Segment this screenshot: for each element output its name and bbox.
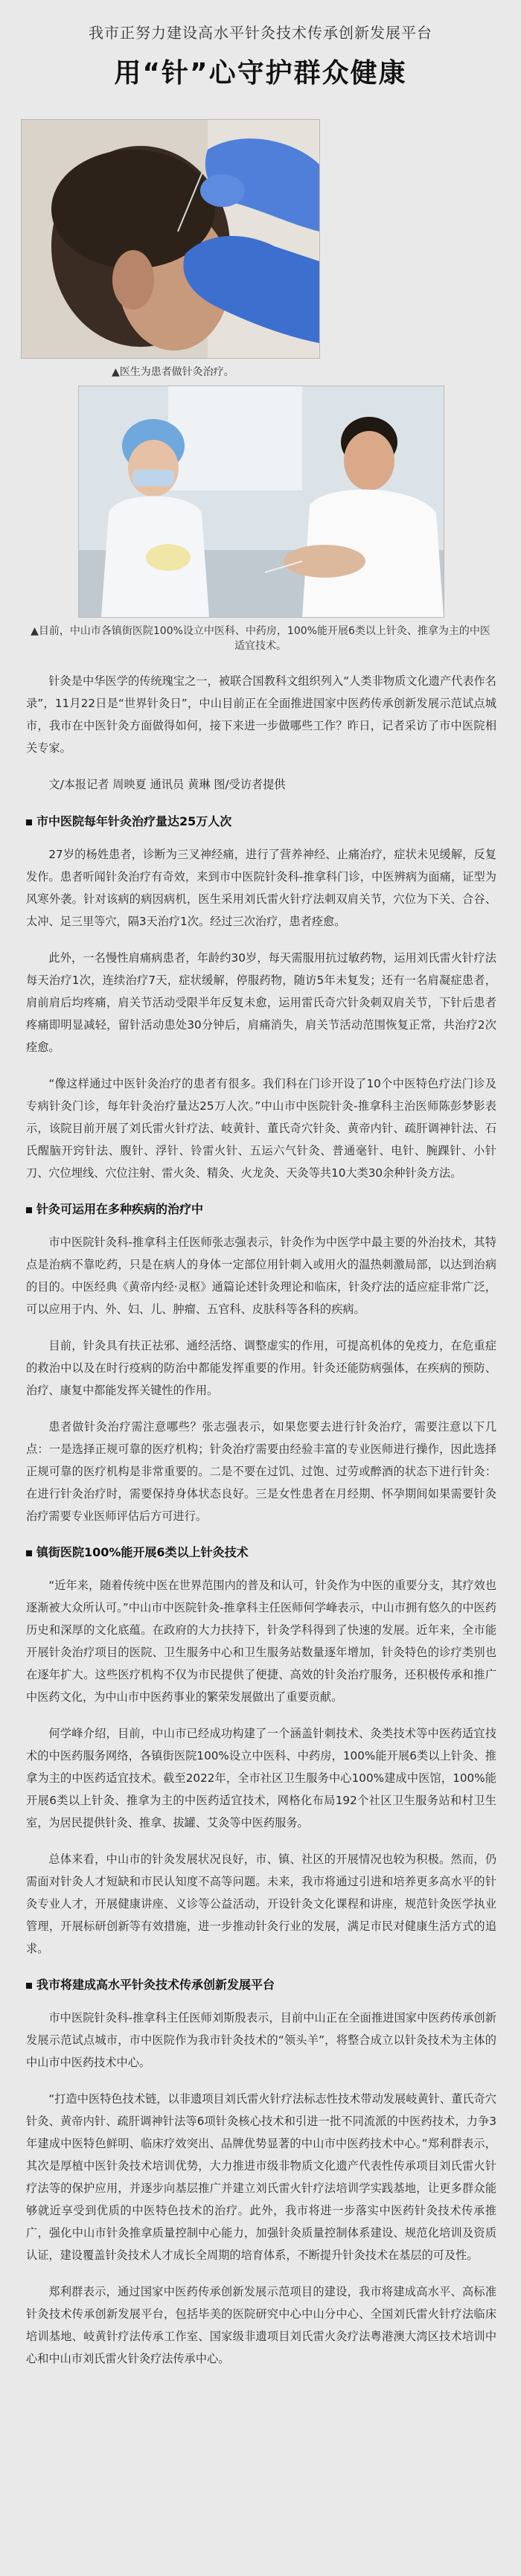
kicker-headline: 我市正努力建设高水平针灸技术传承创新发展平台 xyxy=(89,24,432,42)
paragraph: 患者做针灸治疗需注意哪些？张志强表示，如果您要去进行针灸治疗，需要注意以下几点：一是选择正规可靠的医疗机构；针灸治疗需要由经验丰富的专业医师进行操作，因此选择正规可靠的医疗机构是非常重要的。二是不要在过饥、过饱、过劳或醉酒的状态下进行针灸：在进行针灸治疗时，需要保持身体状态良好。三是女性患者在月经期、怀孕期间如果需要针灸治疗需要专业医师评估后方可进行。 xyxy=(26,1420,496,1523)
paragraph: 目前，针灸具有扶正祛邪、通经活络、调整虚实的作用，可提高机体的免疫力，在危重症的救治中以及在时行疫病的防治中都能发挥重要的作用。针灸还能防病强体，在疾病的预防、治疗、康复中都能发挥关键性的作用。 xyxy=(26,1339,496,1397)
acupuncture-photo-illustration xyxy=(22,120,319,358)
paragraph: “打造中医特色技术链，以非遗项目刘氏雷火针疗法标志性技术带动发展岐黄针、董氏奇穴针灸、黄帝内针、疏肝调神针法等6项针灸核心技术和引进一批不同流派的中医药技术，力争3年建成中医特色鲜明、临床疗效突出、品牌优势显著的中山市中医药技术中心。”郑利群表示，其次是厚植中医针灸技术培训优势，大力推进市级非物质文化遗产代表性传承项目刘氏雷火针疗法等的保护应用，并逐步向基层推广并建立刘氏雷火针疗法培训学实践基地，让更多群众能够就近享受到优质的中医特色技术的治疗。此外，我市将进一步落实中医药针灸技术传承推广，强化中山市针灸推拿质量控制中心能力，加强针灸质量控制体系建设、规范化培训及资质认证，建设覆盖针灸技术人才成长全周期的培育体系，不断提升针灸技术在基层的可及性。 xyxy=(26,2092,496,2262)
photo1-caption: ▲医生为患者做针灸治疗。 xyxy=(112,366,234,378)
lead-paragraph: 针灸是中华医学的传统瑰宝之一，被联合国教科文组织列入“人类非物质文化遗产代表作名录”，11月22日是“世界针灸日”，中山目前正在全面推进国家中医药传承创新发展示范试点城市，我市在中医针灸方面做得如何，接下来进一步做哪些工作？昨日，记者采访了市中医院相关专家。 xyxy=(26,674,496,755)
paragraph: “像这样通过中医针灸治疗的患者有很多。我们科在门诊开设了10个中医特色疗法门诊及专病针灸门诊，每年针灸治疗量达25万人次。”中山市中医院针灸-推拿科主治医师陈彭梦影表示，该院目前开展了刘氏雷火针疗法、岐黄针、董氏奇穴针灸、黄帝内针、疏肝调神针法、石氏醒脑开窍针法、腹针、浮针、铃雷火针、五运六气针灸、普通毫针、电针、腕踝针、小针刀、穴位埋线、穴位注射、雷火灸、精灸、火龙灸、天灸等共10大类30余种针灸方法。 xyxy=(26,1077,496,1180)
bullet-square-icon xyxy=(26,819,32,825)
clinic-photo xyxy=(78,386,444,618)
paragraph: 总体来看，中山市的针灸发展状况良好，市、镇、社区的开展情况也较为积极。然而，仍需面对针灸人才短缺和市民认知度不高等问题。未来，我市将通过引进和培养更多高水平的针灸专业人才，开展健康讲座、义诊等公益活动，开设针灸文化课程和讲座，规范针灸医学执业管理，开展标研创新等有效措施，进一步推动针灸行业的发展，满足市民对健康生活方式的追求。 xyxy=(26,1853,496,1955)
section-heading: 针灸可运用在多种疾病的治疗中 xyxy=(26,1198,496,1221)
paragraph: 市中医院针灸科-推拿科主任医师刘斯殷表示，目前中山正在全面推进国家中医药传承创新发展示范试点城市，市中医院作为我市针灸技术的“领头羊”，将整合成立以针灸技术为主体的中山市中医药技术中心。 xyxy=(26,2011,496,2069)
bullet-square-icon xyxy=(26,1207,32,1213)
acupuncture-photo xyxy=(21,119,320,359)
main-headline: 用“针”心守护群众健康 xyxy=(114,58,407,89)
paragraph: 郑利群表示，通过国家中医药传承创新发展示范项目的建设，我市将建成高水平、高标准针灸技术传承创新发展平台，包括毕美的医院研究中心中山分中心、全国刘氏雷火针疗法临床培训基地、岐黄针疗法传承工作室、国家级非遗项目刘氏雷火灸疗法粤港澳大湾区技术培训中心和中山市刘氏雷火针灸疗法传承中心。 xyxy=(26,2285,496,2365)
article-body xyxy=(26,670,496,2384)
paragraph: 市中医院针灸科-推拿科主任医师张志强表示，针灸作为中医学中最主要的外治技术，其特点是治病不靠吃药，只是在病人的身体一定部位用针刺入或用火的温热刺激局部，以达到治病的目的。中医经典《黄帝内经·灵枢》通篇论述针灸理论和临床，针灸疗法的适应症非常广泛，可以应用于内、外、妇、儿、肿瘤、五官科、皮肤科等各科的疾病。 xyxy=(26,1236,496,1316)
section-heading: 镇街医院100%能开展6类以上针灸技术 xyxy=(26,1541,496,1564)
section-heading: 我市将建成高水平针灸技术传承创新发展平台 xyxy=(26,1974,496,1996)
bullet-square-icon xyxy=(26,1983,32,1989)
paragraph: 何学峰介绍，目前，中山市已经成功构建了一个涵盖针刺技术、灸类技术等中医药适宜技术的中医药服务网络，各镇街医院100%设立中医科、中药房，100%能开展6类以上针灸、推拿为主的中医药适宜技术。截至2022年，全市社区卫生服务中心100%建成中医馆，100%能开展6类以上针灸、推拿为主的中医药适宜技术，网格化布局192个社区卫生服务站和村卫生室，为居民提供针灸、推拿、拔罐、艾灸等中医药服务。 xyxy=(26,1727,496,1829)
section-heading: 市中医院每年针灸治疗量达25万人次 xyxy=(26,811,496,833)
byline: 文/本报记者 周映夏 通讯员 黄琳 图/受访者提供 xyxy=(48,778,286,791)
paragraph: “近年来，随着传统中医在世界范围内的普及和认可，针灸作为中医的重要分支，其疗效也逐渐被大众所认可。”中山市中医院针灸-推拿科主任医师何学峰表示，中山市拥有悠久的中医药历史和深厚的文化底蕴。在政府的大力扶持下，针灸学科得到了快速的发展。近年来，全市能开展针灸治疗项目的医院、卫生服务中心和卫生服务站数量逐年增加，针灸特色的诊疗类别也在逐年扩大。这些医疗机构不仅为市民提供了便捷、高效的针灸治疗服务，还积极传承和推广中医药文化，为中山市中医药事业的繁荣发展做出了重要贡献。 xyxy=(26,1579,496,1704)
paragraph: 此外，一名慢性肩痛病患者，年龄约30岁，每天需服用抗过敏药物，运用刘氏雷火针疗法每天治疗1次，连续治疗7天，症状缓解，停服药物，随访5年未复发；还有一名肩凝症患者，肩前肩后均疼痛，肩关节活动受限半年反复未愈，运用雷氏奇穴针灸刺双肩关节，下针后患者疼痛即明显减轻，留针活动患处30分钟后，肩痛消失，肩关节活动范围恢复正常，共治疗2次痊愈。 xyxy=(26,951,496,1054)
clinic-photo-illustration xyxy=(79,386,444,617)
bullet-square-icon xyxy=(26,1550,32,1556)
paragraph: 27岁的杨姓患者，诊断为三叉神经痛，进行了营养神经、止痛治疗，症状未见缓解，反复发作。患者听闻针灸治疗有奇效，来到市中医院针灸科-推拿科门诊，中医辨病为面痛，证型为风寒外袭。针对该病的病因病机，医生采用刘氏雷火针疗法刺双肩关节，穴位为下关、合谷、太冲、足三里等穴，隔3天治疗1次。经过三次治疗，患者痊愈。 xyxy=(26,848,496,928)
photo2-caption: ▲目前，中山市各镇街医院100%设立中医科、中药房，100%能开展6类以上针灸、推拿为主的中医适宜技术。 xyxy=(31,625,490,652)
